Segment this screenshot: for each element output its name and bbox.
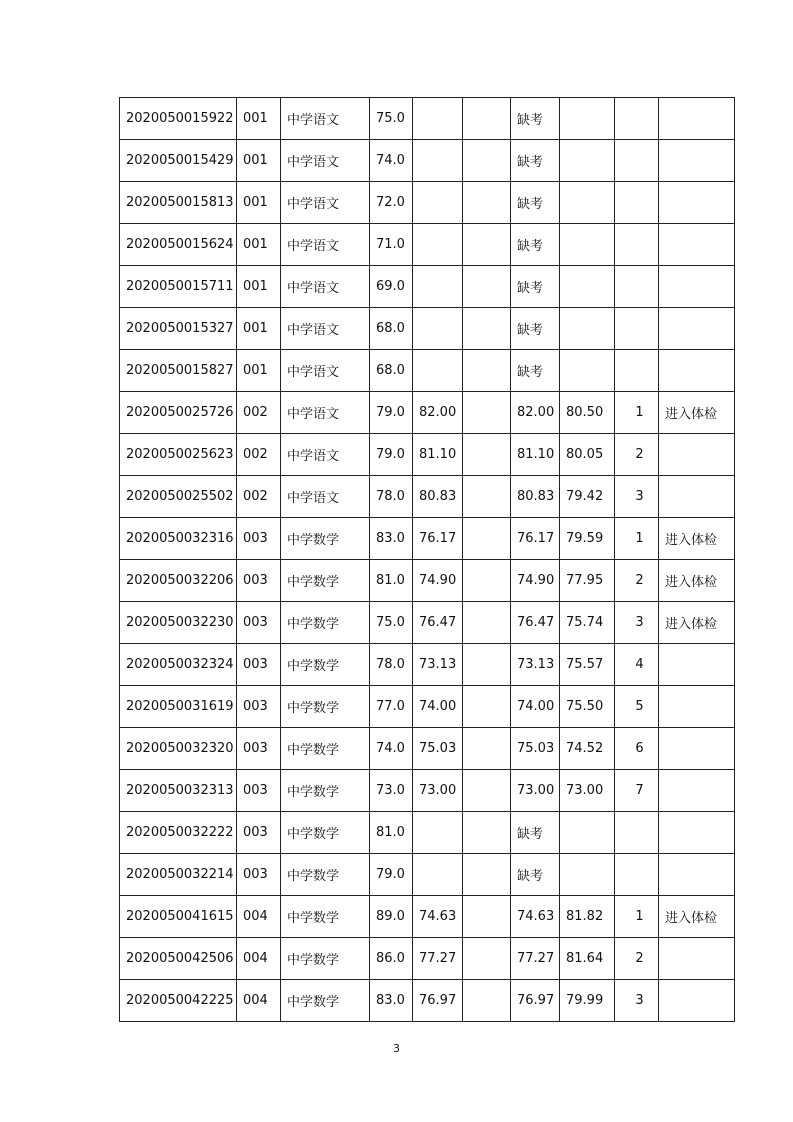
cell-written-score: 79.0: [370, 392, 413, 434]
cell-total-score: [560, 812, 615, 854]
cell-blank: [463, 98, 511, 140]
cell-written-score: 81.0: [370, 812, 413, 854]
cell-rank: 2: [615, 434, 659, 476]
cell-interview-score: 74.90: [413, 560, 463, 602]
cell-total-score: 77.95: [560, 560, 615, 602]
cell-final-interview-score: 77.27: [511, 938, 560, 980]
cell-final-interview-score: 缺考: [511, 182, 560, 224]
cell-position-code: 001: [237, 308, 281, 350]
cell-position-code: 003: [237, 644, 281, 686]
cell-interview-score: 76.47: [413, 602, 463, 644]
cell-interview-score: 77.27: [413, 938, 463, 980]
cell-written-score: 89.0: [370, 896, 413, 938]
cell-position-code: 003: [237, 728, 281, 770]
cell-interview-score: 74.63: [413, 896, 463, 938]
cell-position-code: 002: [237, 392, 281, 434]
cell-remark: [659, 686, 735, 728]
cell-written-score: 75.0: [370, 602, 413, 644]
cell-final-interview-score: 76.47: [511, 602, 560, 644]
cell-position-code: 004: [237, 938, 281, 980]
cell-remark: [659, 644, 735, 686]
cell-blank: [463, 518, 511, 560]
cell-written-score: 78.0: [370, 644, 413, 686]
table-row: [120, 392, 735, 434]
cell-exam-id: 2020050015624: [120, 224, 237, 266]
table-row: [120, 98, 735, 140]
cell-interview-score: 81.10: [413, 434, 463, 476]
cell-remark: 进入体检: [659, 518, 735, 560]
cell-remark: [659, 140, 735, 182]
cell-rank: [615, 350, 659, 392]
cell-written-score: 72.0: [370, 182, 413, 224]
table-row: [120, 224, 735, 266]
cell-position-code: 003: [237, 854, 281, 896]
cell-total-score: 79.42: [560, 476, 615, 518]
cell-interview-score: 75.03: [413, 728, 463, 770]
cell-exam-id: 2020050032222: [120, 812, 237, 854]
cell-remark: 进入体检: [659, 896, 735, 938]
table-row: [120, 308, 735, 350]
cell-interview-score: 73.13: [413, 644, 463, 686]
table-row: [120, 896, 735, 938]
cell-total-score: [560, 140, 615, 182]
cell-subject: 中学语文: [281, 140, 370, 182]
cell-position-code: 002: [237, 434, 281, 476]
cell-remark: 进入体检: [659, 602, 735, 644]
cell-position-code: 001: [237, 224, 281, 266]
cell-final-interview-score: 缺考: [511, 224, 560, 266]
cell-final-interview-score: 73.13: [511, 644, 560, 686]
cell-total-score: [560, 308, 615, 350]
cell-blank: [463, 140, 511, 182]
cell-rank: 4: [615, 644, 659, 686]
cell-total-score: 81.64: [560, 938, 615, 980]
table-row: [120, 560, 735, 602]
cell-blank: [463, 980, 511, 1022]
cell-total-score: [560, 98, 615, 140]
cell-position-code: 001: [237, 182, 281, 224]
cell-subject: 中学语文: [281, 182, 370, 224]
cell-blank: [463, 812, 511, 854]
cell-rank: 3: [615, 476, 659, 518]
cell-blank: [463, 392, 511, 434]
cell-remark: [659, 434, 735, 476]
cell-final-interview-score: 81.10: [511, 434, 560, 476]
cell-blank: [463, 182, 511, 224]
cell-blank: [463, 350, 511, 392]
cell-final-interview-score: 76.17: [511, 518, 560, 560]
cell-position-code: 003: [237, 602, 281, 644]
cell-exam-id: 2020050025502: [120, 476, 237, 518]
cell-interview-score: [413, 350, 463, 392]
cell-final-interview-score: 缺考: [511, 854, 560, 896]
cell-subject: 中学数学: [281, 728, 370, 770]
table-row: [120, 686, 735, 728]
cell-interview-score: [413, 266, 463, 308]
cell-rank: [615, 182, 659, 224]
table-row: [120, 980, 735, 1022]
cell-subject: 中学数学: [281, 518, 370, 560]
cell-total-score: [560, 266, 615, 308]
table-row: [120, 518, 735, 560]
cell-exam-id: 2020050032230: [120, 602, 237, 644]
cell-subject: 中学语文: [281, 434, 370, 476]
cell-subject: 中学数学: [281, 560, 370, 602]
cell-rank: 2: [615, 560, 659, 602]
cell-interview-score: 82.00: [413, 392, 463, 434]
cell-exam-id: 2020050015813: [120, 182, 237, 224]
cell-blank: [463, 266, 511, 308]
cell-blank: [463, 770, 511, 812]
cell-exam-id: 2020050015711: [120, 266, 237, 308]
cell-written-score: 69.0: [370, 266, 413, 308]
cell-remark: [659, 266, 735, 308]
table-row: [120, 140, 735, 182]
cell-total-score: 79.59: [560, 518, 615, 560]
cell-rank: 3: [615, 602, 659, 644]
cell-remark: [659, 812, 735, 854]
cell-position-code: 003: [237, 770, 281, 812]
cell-exam-id: 2020050041615: [120, 896, 237, 938]
cell-rank: [615, 854, 659, 896]
cell-subject: 中学数学: [281, 686, 370, 728]
cell-rank: 5: [615, 686, 659, 728]
cell-written-score: 75.0: [370, 98, 413, 140]
cell-blank: [463, 644, 511, 686]
cell-final-interview-score: 75.03: [511, 728, 560, 770]
cell-interview-score: [413, 308, 463, 350]
cell-position-code: 001: [237, 98, 281, 140]
cell-exam-id: 2020050032214: [120, 854, 237, 896]
cell-blank: [463, 938, 511, 980]
cell-final-interview-score: 缺考: [511, 98, 560, 140]
cell-subject: 中学语文: [281, 98, 370, 140]
cell-written-score: 78.0: [370, 476, 413, 518]
cell-interview-score: 73.00: [413, 770, 463, 812]
table-row: [120, 266, 735, 308]
cell-written-score: 79.0: [370, 854, 413, 896]
cell-subject: 中学数学: [281, 812, 370, 854]
cell-subject: 中学数学: [281, 980, 370, 1022]
cell-exam-id: 2020050025623: [120, 434, 237, 476]
cell-position-code: 003: [237, 560, 281, 602]
cell-interview-score: [413, 854, 463, 896]
cell-rank: 1: [615, 518, 659, 560]
cell-interview-score: 76.17: [413, 518, 463, 560]
cell-subject: 中学数学: [281, 938, 370, 980]
cell-final-interview-score: 82.00: [511, 392, 560, 434]
cell-written-score: 86.0: [370, 938, 413, 980]
table-row: [120, 434, 735, 476]
cell-written-score: 74.0: [370, 728, 413, 770]
cell-remark: [659, 350, 735, 392]
cell-blank: [463, 224, 511, 266]
cell-total-score: 80.05: [560, 434, 615, 476]
table-row: [120, 644, 735, 686]
cell-position-code: 001: [237, 140, 281, 182]
cell-written-score: 83.0: [370, 518, 413, 560]
cell-subject: 中学语文: [281, 266, 370, 308]
cell-blank: [463, 686, 511, 728]
table-row: [120, 728, 735, 770]
cell-rank: 3: [615, 980, 659, 1022]
cell-rank: 2: [615, 938, 659, 980]
cell-position-code: 004: [237, 896, 281, 938]
cell-rank: 1: [615, 392, 659, 434]
cell-total-score: 73.00: [560, 770, 615, 812]
cell-exam-id: 2020050032313: [120, 770, 237, 812]
cell-final-interview-score: 缺考: [511, 266, 560, 308]
cell-subject: 中学数学: [281, 896, 370, 938]
cell-exam-id: 2020050032324: [120, 644, 237, 686]
cell-total-score: [560, 350, 615, 392]
cell-total-score: 79.99: [560, 980, 615, 1022]
cell-final-interview-score: 缺考: [511, 812, 560, 854]
cell-total-score: 75.57: [560, 644, 615, 686]
cell-position-code: 001: [237, 266, 281, 308]
cell-remark: [659, 728, 735, 770]
cell-subject: 中学语文: [281, 308, 370, 350]
cell-exam-id: 2020050015827: [120, 350, 237, 392]
cell-exam-id: 2020050042506: [120, 938, 237, 980]
cell-exam-id: 2020050032206: [120, 560, 237, 602]
cell-rank: [615, 224, 659, 266]
cell-remark: [659, 308, 735, 350]
cell-exam-id: 2020050015429: [120, 140, 237, 182]
cell-written-score: 73.0: [370, 770, 413, 812]
cell-exam-id: 2020050042225: [120, 980, 237, 1022]
cell-rank: [615, 812, 659, 854]
cell-exam-id: 2020050032316: [120, 518, 237, 560]
cell-exam-id: 2020050032320: [120, 728, 237, 770]
cell-written-score: 71.0: [370, 224, 413, 266]
cell-remark: [659, 854, 735, 896]
cell-interview-score: [413, 182, 463, 224]
cell-interview-score: 76.97: [413, 980, 463, 1022]
cell-remark: [659, 98, 735, 140]
cell-blank: [463, 728, 511, 770]
cell-remark: 进入体检: [659, 560, 735, 602]
cell-total-score: [560, 854, 615, 896]
cell-interview-score: [413, 224, 463, 266]
table-row: [120, 350, 735, 392]
cell-total-score: 80.50: [560, 392, 615, 434]
cell-remark: [659, 938, 735, 980]
cell-subject: 中学数学: [281, 644, 370, 686]
table-row: [120, 938, 735, 980]
cell-total-score: 75.74: [560, 602, 615, 644]
table-row: [120, 476, 735, 518]
cell-remark: [659, 182, 735, 224]
table-row: [120, 770, 735, 812]
cell-interview-score: 80.83: [413, 476, 463, 518]
cell-rank: [615, 308, 659, 350]
cell-position-code: 003: [237, 686, 281, 728]
table-row: [120, 812, 735, 854]
cell-rank: [615, 98, 659, 140]
cell-subject: 中学数学: [281, 854, 370, 896]
cell-final-interview-score: 74.63: [511, 896, 560, 938]
cell-written-score: 83.0: [370, 980, 413, 1022]
cell-exam-id: 2020050031619: [120, 686, 237, 728]
cell-final-interview-score: 缺考: [511, 140, 560, 182]
cell-blank: [463, 560, 511, 602]
table-row: [120, 602, 735, 644]
cell-final-interview-score: 73.00: [511, 770, 560, 812]
cell-subject: 中学语文: [281, 476, 370, 518]
cell-remark: 进入体检: [659, 392, 735, 434]
cell-interview-score: [413, 812, 463, 854]
cell-written-score: 68.0: [370, 308, 413, 350]
cell-position-code: 004: [237, 980, 281, 1022]
cell-subject: 中学数学: [281, 602, 370, 644]
cell-blank: [463, 476, 511, 518]
cell-total-score: 75.50: [560, 686, 615, 728]
cell-subject: 中学语文: [281, 350, 370, 392]
cell-blank: [463, 308, 511, 350]
cell-remark: [659, 224, 735, 266]
cell-exam-id: 2020050015922: [120, 98, 237, 140]
cell-final-interview-score: 74.00: [511, 686, 560, 728]
table-row: [120, 182, 735, 224]
cell-position-code: 001: [237, 350, 281, 392]
cell-remark: [659, 980, 735, 1022]
cell-interview-score: [413, 140, 463, 182]
cell-exam-id: 2020050025726: [120, 392, 237, 434]
cell-rank: 1: [615, 896, 659, 938]
cell-total-score: 81.82: [560, 896, 615, 938]
cell-total-score: [560, 182, 615, 224]
page-number: 3: [393, 1042, 400, 1055]
cell-remark: [659, 770, 735, 812]
cell-interview-score: [413, 98, 463, 140]
cell-final-interview-score: 缺考: [511, 308, 560, 350]
cell-position-code: 002: [237, 476, 281, 518]
table-row: [120, 854, 735, 896]
cell-final-interview-score: 缺考: [511, 350, 560, 392]
cell-subject: 中学语文: [281, 224, 370, 266]
cell-written-score: 77.0: [370, 686, 413, 728]
cell-rank: 7: [615, 770, 659, 812]
cell-total-score: [560, 224, 615, 266]
cell-position-code: 003: [237, 812, 281, 854]
cell-blank: [463, 602, 511, 644]
cell-remark: [659, 476, 735, 518]
score-table: [119, 97, 735, 1022]
score-table-body: [120, 98, 735, 1022]
cell-total-score: 74.52: [560, 728, 615, 770]
cell-exam-id: 2020050015327: [120, 308, 237, 350]
cell-rank: [615, 266, 659, 308]
cell-final-interview-score: 74.90: [511, 560, 560, 602]
cell-blank: [463, 434, 511, 476]
cell-rank: [615, 140, 659, 182]
cell-written-score: 81.0: [370, 560, 413, 602]
cell-written-score: 79.0: [370, 434, 413, 476]
cell-interview-score: 74.00: [413, 686, 463, 728]
cell-blank: [463, 854, 511, 896]
cell-rank: 6: [615, 728, 659, 770]
cell-subject: 中学语文: [281, 392, 370, 434]
cell-final-interview-score: 80.83: [511, 476, 560, 518]
cell-final-interview-score: 76.97: [511, 980, 560, 1022]
cell-subject: 中学数学: [281, 770, 370, 812]
cell-blank: [463, 896, 511, 938]
cell-written-score: 74.0: [370, 140, 413, 182]
cell-position-code: 003: [237, 518, 281, 560]
cell-written-score: 68.0: [370, 350, 413, 392]
